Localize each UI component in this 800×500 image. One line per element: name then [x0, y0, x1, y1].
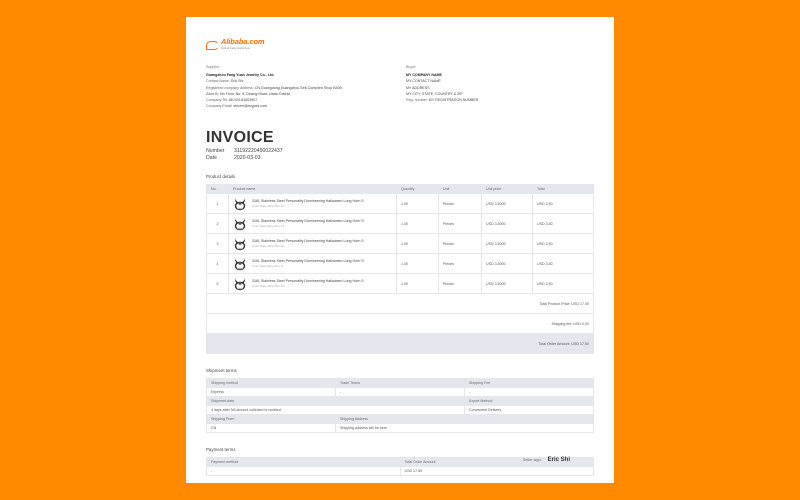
col-unit-price: Unit price [482, 185, 533, 194]
shipping-address-key: Shipping Address [336, 415, 594, 424]
invoice-document [186, 17, 614, 483]
product-name[interactable]: 316L Stainless Steel Personality Domineering Halloween Long Horn S [252, 219, 364, 224]
col-no: No. [207, 185, 229, 194]
product-total: USD 3.50 [533, 194, 594, 214]
product-quantity: 1.00 [397, 274, 439, 294]
product-unit-price: USD 3.5000 [482, 194, 533, 214]
product-unit: Pieces [439, 274, 482, 294]
payment-amount-value: USD 17.50 [400, 467, 594, 476]
shipping-fee-key: Shipping Fee [465, 379, 594, 388]
product-total: USD 3.50 [533, 254, 594, 274]
seller-signature [523, 457, 570, 463]
ring-product-thumbnail-icon [233, 217, 247, 231]
shipment-terms-label: Shipment terms [206, 368, 237, 374]
ring-product-thumbnail-icon [233, 277, 247, 291]
product-no: 4 [207, 254, 229, 274]
product-variant: Color:Silver,Ring Size:11 [252, 264, 284, 269]
seller-sign-label: Seller sign: [522, 458, 542, 462]
product-no: 1 [207, 194, 229, 214]
total-order-amount-row [207, 334, 594, 354]
export-method-value: Convenient Delivery [465, 406, 594, 415]
product-quantity: 1.00 [397, 254, 439, 274]
product-row [207, 274, 594, 294]
product-total: USD 3.50 [533, 214, 594, 234]
shipment-head-row-2 [207, 397, 594, 406]
product-unit: Pieces [439, 194, 482, 214]
invoice-title: INVOICE [206, 129, 274, 147]
product-unit: Pieces [439, 234, 482, 254]
supplier-label: Supplier: [206, 65, 221, 69]
product-cell [229, 254, 397, 274]
shipment-value-row-3 [207, 424, 594, 433]
shipping-method-value: Express [207, 388, 336, 397]
product-quantity: 1.00 [397, 214, 439, 234]
col-total: Total [533, 185, 594, 194]
product-row [207, 234, 594, 254]
product-variant: Color:Silver,Ring Size:12 [252, 204, 284, 209]
shipment-date-key: Shipment date [207, 397, 465, 406]
product-cell [229, 194, 397, 214]
product-unit-price: USD 3.5000 [482, 214, 533, 234]
product-row [207, 254, 594, 274]
shipment-head-row-1 [207, 379, 594, 388]
buyer-label: Buyer: [406, 65, 417, 69]
product-cell [229, 214, 397, 234]
shipping-address-value: Shipping address will be here [336, 424, 594, 433]
shipping-method-key: Shipping method [207, 379, 336, 388]
supplier-address: Registered company address: CN,Guangdong,Guangzhou,Self-Compiled Shop B409, [206, 85, 343, 90]
product-cell [229, 274, 397, 294]
supplier-name: Guangzhou Fang Yuan Jewelry Co., Ltd. [206, 73, 275, 78]
supplier-contact: Contact Name: Eric Shi [206, 79, 244, 84]
shipment-date-value: 4 days after full amount collected is credited [207, 406, 465, 415]
product-quantity: 1.00 [397, 234, 439, 254]
product-no: 2 [207, 214, 229, 234]
product-name[interactable]: 316L Stainless Steel Personality Domineering Halloween Long Horn S [252, 259, 364, 264]
product-unit-price: USD 3.5000 [482, 274, 533, 294]
shipping-from-value: CN [207, 424, 336, 433]
payment-amount-key: Total Order Amount [400, 458, 594, 467]
invoice-date: Date 2020-03-03 [206, 155, 261, 162]
alibaba-smile-icon [206, 40, 219, 49]
invoice-number: Number 31192220490022437 [206, 148, 283, 155]
product-total: USD 3.50 [533, 274, 594, 294]
payment-value-row [207, 467, 594, 476]
product-unit-price: USD 3.5000 [482, 254, 533, 274]
supplier-block [206, 64, 406, 109]
shipping-fee: Shipping fee: USD 0.00 [207, 314, 594, 334]
total-product-price-row [207, 294, 594, 314]
col-product-name: Product name [229, 185, 397, 194]
product-row [207, 194, 594, 214]
buyer-contact: MY CONTACT NAME [406, 79, 441, 84]
product-unit-price: USD 3.5000 [482, 234, 533, 254]
buyer-reg: Reg. number: MY REGISTRATION NUMBER [406, 98, 479, 103]
product-variant: Color:Silver,Ring Size:15 [252, 284, 284, 289]
trade-terms-value: - [336, 388, 465, 397]
product-no: 3 [207, 234, 229, 254]
product-details-label: Product details [206, 174, 236, 180]
shipment-value-row-2 [207, 406, 594, 415]
total-product-price: Total Product Price: USD 17.50 [207, 294, 594, 314]
product-total: USD 3.50 [533, 234, 594, 254]
product-unit: Pieces [439, 214, 482, 234]
payment-terms-label: Payment terms [206, 447, 236, 453]
buyer-block [406, 64, 478, 109]
payment-method-value: - [207, 467, 401, 476]
product-name[interactable]: 316L Stainless Steel Personality Domineering Halloween Long Horn S [252, 239, 364, 244]
product-cell [229, 234, 397, 254]
buyer-name: MY COMPANY NAME [406, 73, 442, 78]
payment-method-key: Payment method [207, 458, 401, 467]
shipment-head-row-3 [207, 415, 594, 424]
export-method-key: Export Method [465, 397, 594, 406]
product-quantity: 1.00 [397, 194, 439, 214]
product-unit: Pieces [439, 254, 482, 274]
ring-product-thumbnail-icon [233, 257, 247, 271]
shipment-value-row-1 [207, 388, 594, 397]
product-row [207, 214, 594, 234]
seller-sign-name: Eric Shi [547, 457, 570, 463]
col-unit: Unit [439, 185, 482, 194]
invoice-meta [206, 148, 594, 162]
shipping-fee-row [207, 314, 594, 334]
ring-product-thumbnail-icon [233, 237, 247, 251]
product-name[interactable]: 316L Stainless Steel Personality Domineering Halloween Long Horn S [252, 199, 364, 204]
alibaba-logo[interactable] [206, 37, 594, 51]
logo-tagline: Global trade starts here. [221, 45, 252, 50]
logo-wordmark: Alibaba.com [221, 37, 265, 47]
supplier-tel: Company Tel: 86-020-81603907 [206, 98, 258, 103]
product-table-header [207, 185, 594, 194]
supplier-address-line2: Zone B, 4th Floor, No. 9, Dexing Road, Liwan District [206, 91, 291, 96]
product-variant: Color:Silver,Ring Size:13 [252, 224, 284, 229]
ring-product-thumbnail-icon [233, 197, 247, 211]
supplier-email: Company Email: steven@boypee.com [206, 104, 268, 109]
shipping-fee-value: - [465, 388, 594, 397]
shipping-from-key: Shipping From [207, 415, 336, 424]
shipment-terms-table [206, 378, 594, 433]
product-table [206, 184, 594, 354]
product-variant: Color:Silver,Ring Size:10 [252, 244, 284, 249]
product-no: 5 [207, 274, 229, 294]
parties [206, 64, 594, 109]
trade-terms-key: Trade Terms [336, 379, 465, 388]
buyer-address: MY ADDRESS [406, 85, 430, 90]
buyer-city: MY CITY, STATE, COUNTRY & ZIP [406, 91, 463, 96]
col-quantity: Quantity [397, 185, 439, 194]
total-order-amount: Total Order Amount: USD 17.50 [207, 334, 594, 354]
product-name[interactable]: 316L Stainless Steel Personality Domineering Halloween Long Horn S [252, 279, 364, 284]
